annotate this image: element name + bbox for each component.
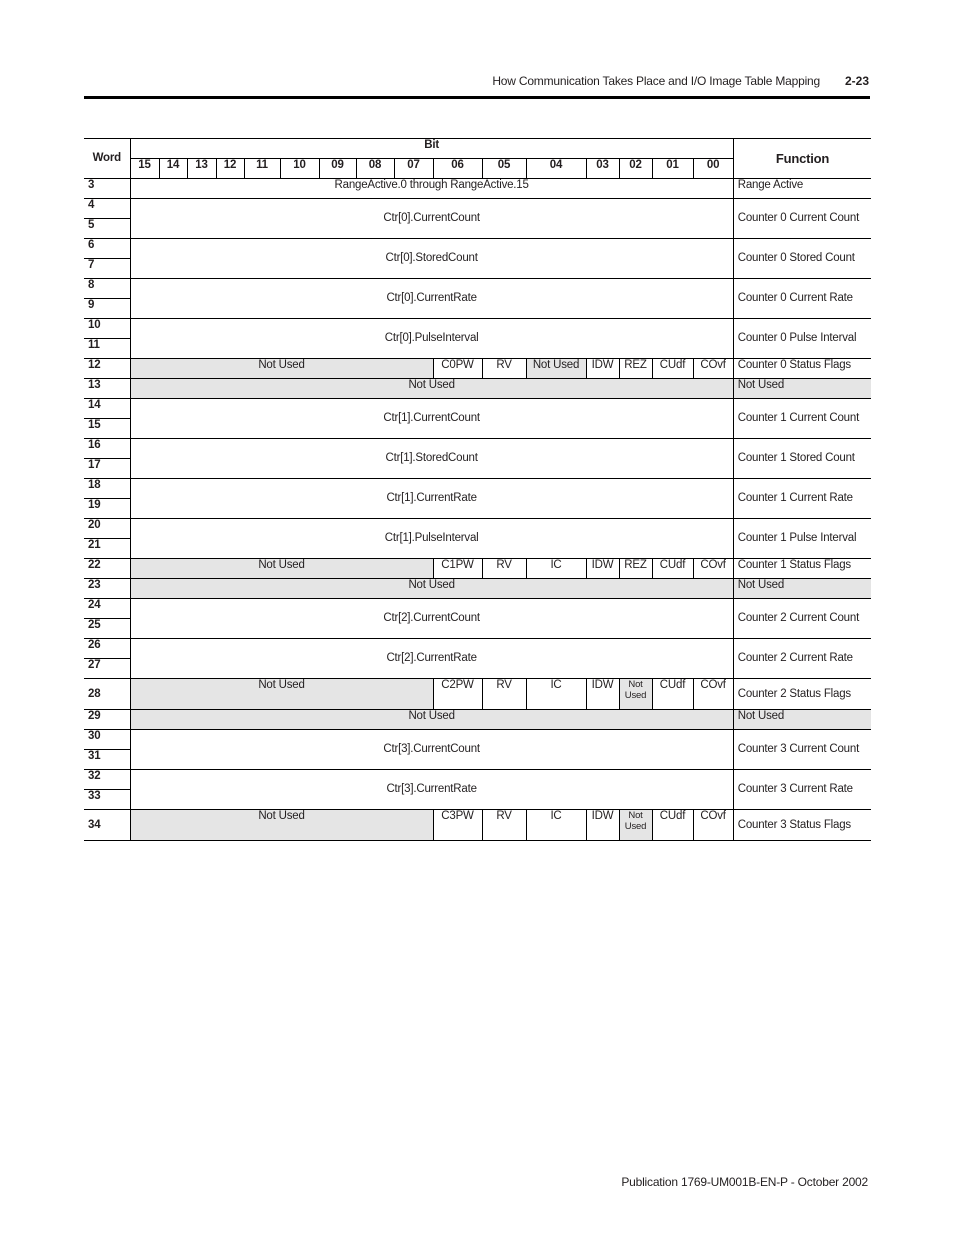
bit-field: COvf: [693, 679, 733, 710]
word-number: 18: [84, 479, 130, 499]
function-label: Counter 0 Current Count: [733, 199, 871, 239]
function-label: Counter 0 Pulse Interval: [733, 319, 871, 359]
bit-number: 08: [356, 159, 394, 179]
word-number: 11: [84, 339, 130, 359]
word-number: 20: [84, 519, 130, 539]
io-image-table: [84, 138, 871, 841]
function-header: Function: [733, 139, 871, 179]
table-row: [84, 639, 871, 659]
word-number: 13: [84, 379, 130, 399]
bit-field: CUdf: [652, 679, 693, 710]
word-number: 26: [84, 639, 130, 659]
bit-number: 15: [130, 159, 159, 179]
word-number: 27: [84, 659, 130, 679]
table-row: [84, 199, 871, 219]
table-row: [84, 439, 871, 459]
function-label: Counter 0 Current Rate: [733, 279, 871, 319]
word-number: 7: [84, 259, 130, 279]
data-field: Ctr[0].CurrentRate: [130, 279, 733, 319]
bit-header: Bit: [130, 139, 733, 159]
bit-field: C2PW: [433, 679, 482, 710]
function-label: Counter 0 Status Flags: [733, 359, 871, 379]
word-number: 3: [84, 179, 130, 199]
bit-field-not-used: [619, 810, 652, 841]
function-label: Counter 1 Pulse Interval: [733, 519, 871, 559]
data-field: Ctr[2].CurrentCount: [130, 599, 733, 639]
word-number: 17: [84, 459, 130, 479]
header-rule: [84, 96, 870, 99]
table-row: [84, 179, 871, 199]
bit-field: C1PW: [433, 559, 482, 579]
function-label: Counter 2 Status Flags: [733, 679, 871, 710]
page-number: 2-23: [845, 74, 870, 88]
table-row: [84, 479, 871, 499]
word-number: 28: [84, 679, 130, 710]
table-row: [84, 359, 871, 379]
not-used-field: Not Used: [130, 810, 433, 841]
bit-field: COvf: [693, 810, 733, 841]
word-number: 34: [84, 810, 130, 841]
data-field: Ctr[0].StoredCount: [130, 239, 733, 279]
data-field: Ctr[0].PulseInterval: [130, 319, 733, 359]
word-number: 9: [84, 299, 130, 319]
table-row: [84, 770, 871, 790]
data-field: Ctr[2].CurrentRate: [130, 639, 733, 679]
table-row: [84, 239, 871, 259]
bit-number: 05: [482, 159, 526, 179]
not-used-field: Not Used: [130, 679, 433, 710]
bit-field: RV: [482, 359, 526, 379]
table-row: [84, 730, 871, 750]
not-used-field: Not Used: [130, 579, 733, 599]
word-number: 25: [84, 619, 130, 639]
word-number: 23: [84, 579, 130, 599]
word-number: 10: [84, 319, 130, 339]
word-number: 22: [84, 559, 130, 579]
bit-field: RV: [482, 810, 526, 841]
function-label: Counter 2 Current Rate: [733, 639, 871, 679]
not-used-field: Not Used: [130, 710, 733, 730]
bit-number: 09: [319, 159, 356, 179]
table-row: [84, 319, 871, 339]
function-label: Counter 1 Status Flags: [733, 559, 871, 579]
function-label: Counter 0 Stored Count: [733, 239, 871, 279]
bit-number: 10: [280, 159, 319, 179]
bit-number: 14: [159, 159, 187, 179]
not-used-field: Not Used: [130, 359, 433, 379]
bit-number: 04: [526, 159, 586, 179]
function-label: Counter 1 Current Rate: [733, 479, 871, 519]
bit-number: 11: [244, 159, 280, 179]
word-number: 5: [84, 219, 130, 239]
bit-number: 01: [652, 159, 693, 179]
bit-number: 07: [394, 159, 433, 179]
data-field: Ctr[3].CurrentCount: [130, 730, 733, 770]
bit-number: 06: [433, 159, 482, 179]
used-label: Used: [624, 821, 647, 832]
word-number: 15: [84, 419, 130, 439]
table-row: [84, 679, 871, 710]
table-row: [84, 599, 871, 619]
function-label: Range Active: [733, 179, 871, 199]
bit-field: IDW: [586, 679, 619, 710]
used-label: Used: [624, 690, 647, 701]
function-label: Counter 2 Current Count: [733, 599, 871, 639]
word-number: 32: [84, 770, 130, 790]
publication-footer: Publication 1769-UM001B-EN-P - October 2002: [621, 1175, 868, 1189]
bit-field: IC: [526, 679, 586, 710]
word-number: 4: [84, 199, 130, 219]
bit-field: C0PW: [433, 359, 482, 379]
function-label: Counter 3 Status Flags: [733, 810, 871, 841]
bit-field: Not Used: [526, 359, 586, 379]
bit-field-not-used: [619, 679, 652, 710]
function-label: Counter 1 Stored Count: [733, 439, 871, 479]
data-field: Ctr[1].StoredCount: [130, 439, 733, 479]
not-label: Not: [628, 810, 643, 821]
bit-field: IDW: [586, 359, 619, 379]
table-row: [84, 379, 871, 399]
table-row: [84, 810, 871, 841]
bit-field: CUdf: [652, 559, 693, 579]
word-number: 14: [84, 399, 130, 419]
function-label: Not Used: [733, 579, 871, 599]
word-number: 24: [84, 599, 130, 619]
not-used-field: Not Used: [130, 379, 733, 399]
function-label: Counter 1 Current Count: [733, 399, 871, 439]
function-label: Not Used: [733, 379, 871, 399]
table-row: [84, 279, 871, 299]
bit-number: 02: [619, 159, 652, 179]
table-row: [84, 579, 871, 599]
word-number: 16: [84, 439, 130, 459]
header-title: How Communication Takes Place and I/O Image Table Mapping: [492, 74, 820, 88]
bit-field: IC: [526, 559, 586, 579]
word-header: Word: [84, 139, 130, 179]
bit-field: COvf: [693, 359, 733, 379]
function-label: Counter 3 Current Rate: [733, 770, 871, 810]
table-row: [84, 399, 871, 419]
data-field: Ctr[1].CurrentRate: [130, 479, 733, 519]
function-label: Counter 3 Current Count: [733, 730, 871, 770]
bit-field: IDW: [586, 559, 619, 579]
table-row: [84, 559, 871, 579]
bit-number: 03: [586, 159, 619, 179]
word-number: 31: [84, 750, 130, 770]
word-number: 29: [84, 710, 130, 730]
data-field: Ctr[1].CurrentCount: [130, 399, 733, 439]
bit-field: IDW: [586, 810, 619, 841]
bit-field: RV: [482, 679, 526, 710]
bit-field: IC: [526, 810, 586, 841]
word-number: 19: [84, 499, 130, 519]
bit-number: 13: [187, 159, 216, 179]
word-number: 21: [84, 539, 130, 559]
table-row: [84, 710, 871, 730]
word-number: 12: [84, 359, 130, 379]
data-field: RangeActive.0 through RangeActive.15: [130, 179, 733, 199]
table-row: [84, 519, 871, 539]
not-label: Not: [628, 679, 643, 690]
data-field: Ctr[1].PulseInterval: [130, 519, 733, 559]
word-number: 6: [84, 239, 130, 259]
word-number: 8: [84, 279, 130, 299]
function-label: Not Used: [733, 710, 871, 730]
bit-field: CUdf: [652, 359, 693, 379]
word-number: 30: [84, 730, 130, 750]
bit-field: CUdf: [652, 810, 693, 841]
bit-field: REZ: [619, 559, 652, 579]
data-field: Ctr[0].CurrentCount: [130, 199, 733, 239]
bit-field: COvf: [693, 559, 733, 579]
bit-field: REZ: [619, 359, 652, 379]
bit-number: 00: [693, 159, 733, 179]
bit-number: 12: [216, 159, 244, 179]
word-number: 33: [84, 790, 130, 810]
bit-field: C3PW: [433, 810, 482, 841]
bit-field: RV: [482, 559, 526, 579]
data-field: Ctr[3].CurrentRate: [130, 770, 733, 810]
not-used-field: Not Used: [130, 559, 433, 579]
